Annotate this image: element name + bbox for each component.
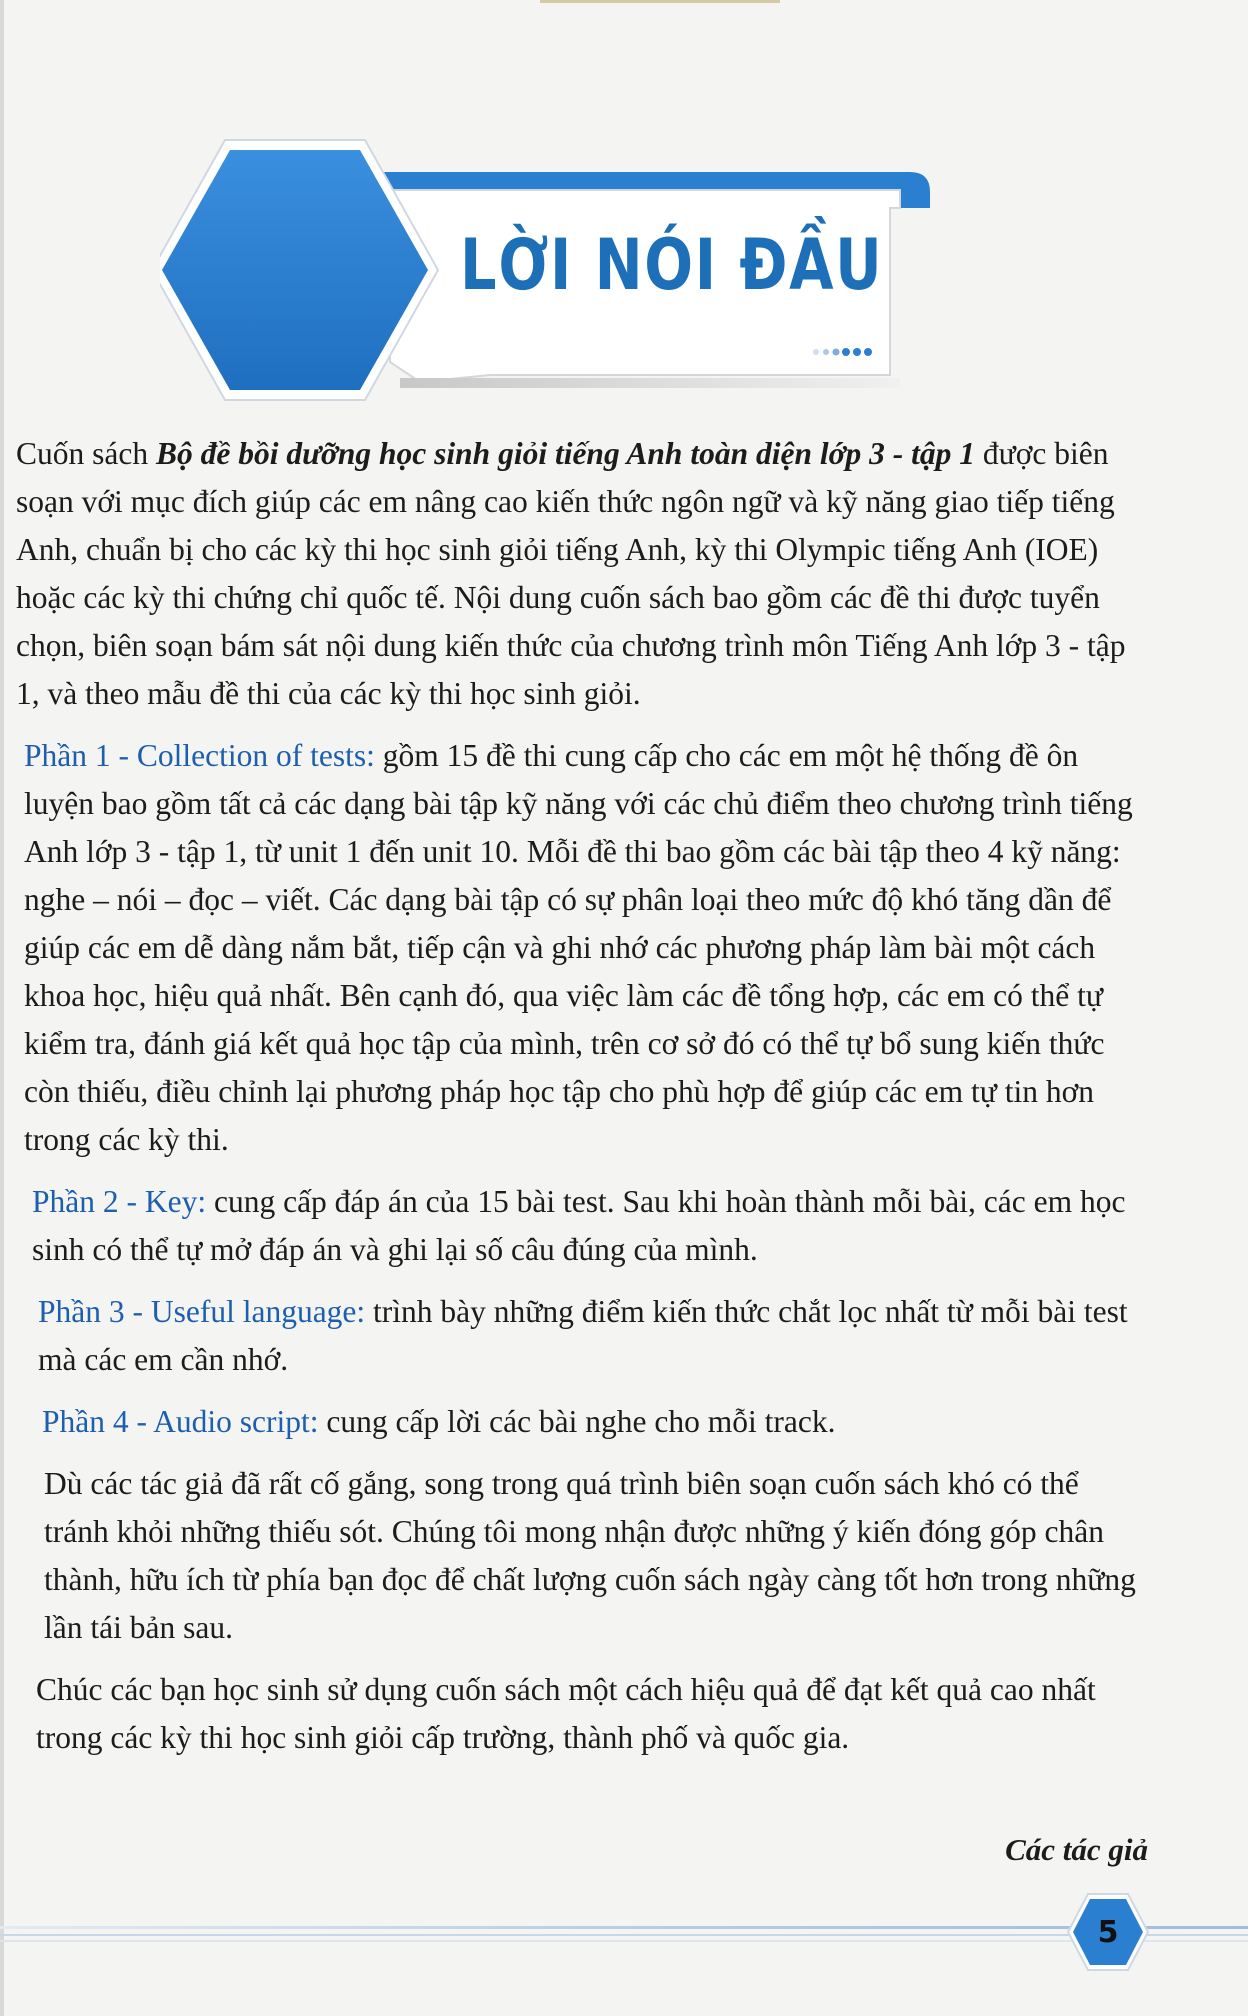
- footer-line: [0, 1924, 1248, 1946]
- part-2-text: cung cấp đáp án của 15 bài test. Sau khi hoàn thành mỗi bài, các em học sinh có thể tự mở đáp án và ghi lại số câu đúng của mình.: [32, 1184, 1126, 1267]
- closing-paragraph-1: Dù các tác giả đã rất cố gắng, song trong quá trình biên soạn cuốn sách khó có thể tránh khỏi những thiếu sót. Chúng tôi mong nhận được những ý kiến đóng góp chân thành, hữu ích từ phía bạn đọc để chất lượng cuốn sách ngày càng tốt hơn trong những lần tái bản sau.: [44, 1466, 1136, 1645]
- part-3-label: Phần 3 - Useful language:: [38, 1294, 366, 1329]
- book-title: Bộ đề bồi dưỡng học sinh giỏi tiếng Anh toàn diện lớp 3 - tập 1: [155, 436, 975, 471]
- header-banner: [160, 130, 940, 420]
- signature: Các tác giả: [1005, 1832, 1148, 1867]
- intro-lead: Cuốn sách: [16, 436, 156, 471]
- top-decoration-line: [540, 0, 780, 3]
- part-1-label: Phần 1 - Collection of tests:: [24, 738, 375, 773]
- intro-paragraph: [10, 430, 1150, 718]
- part-3-paragraph: [10, 1288, 1150, 1384]
- part-1-paragraph: [10, 732, 1150, 1164]
- part-1-text: gồm 15 đề thi cung cấp cho các em một hệ thống đề ôn luyện bao gồm tất cả các dạng bài tập kỹ năng với các chủ điểm theo chương trình tiếng Anh lớp 3 - tập 1, từ unit 1 đến unit 10. Mỗi đề thi bao gồm các bài tập theo 4 kỹ năng: nghe – nói – đọc – viết. Các dạng bài tập có sự phân loại theo mức độ khó tăng dần để giúp các em dễ dàng nắm bắt, tiếp cận và ghi nhớ các phương pháp làm bài một cách khoa học, hiệu quả nhất. Bên cạnh đó, qua việc làm các đề tổng hợp, các em có thể tự kiểm tra, đánh giá kết quả học tập của mình, trên cơ sở đó có thể tự bổ sung kiến thức còn thiếu, điều chỉnh lại phương pháp học tập cho phù hợp để giúp các em tự tin hơn trong các kỳ thi.: [24, 738, 1133, 1157]
- intro-text: được biên soạn với mục đích giúp các em nâng cao kiến thức ngôn ngữ và kỹ năng giao tiếp tiếng Anh, chuẩn bị cho các kỳ thi học sinh giỏi tiếng Anh, kỳ thi Olympic tiếng Anh (IOE) hoặc các kỳ thi chứng chỉ quốc tế. Nội dung cuốn sách bao gồm các đề thi được tuyển chọn, biên soạn bám sát nội dung kiến thức của chương trình môn Tiếng Anh lớp 3 - tập 1, và theo mẫu đề thi của các kỳ thi học sinh giỏi.: [16, 436, 1126, 711]
- part-4-text: cung cấp lời các bài nghe cho mỗi track.: [318, 1404, 836, 1439]
- page-number: 5: [1097, 1914, 1119, 1950]
- page-title: LỜI NÓI ĐẦU: [460, 224, 884, 306]
- preface-body: [10, 430, 1150, 1776]
- part-3-text: trình bày những điểm kiến thức chắt lọc nhất từ mỗi bài test mà các em cần nhớ.: [38, 1294, 1128, 1377]
- part-4-label: Phần 4 - Audio script:: [42, 1404, 319, 1439]
- part-2-paragraph: [10, 1178, 1150, 1274]
- page-edge: [0, 0, 4, 2016]
- closing-paragraph-2: Chúc các bạn học sinh sử dụng cuốn sách một cách hiệu quả để đạt kết quả cao nhất trong các kỳ thi học sinh giỏi cấp trường, thành phố và quốc gia.: [36, 1672, 1096, 1755]
- part-2-label: Phần 2 - Key:: [32, 1184, 207, 1219]
- part-4-paragraph: [10, 1398, 1150, 1446]
